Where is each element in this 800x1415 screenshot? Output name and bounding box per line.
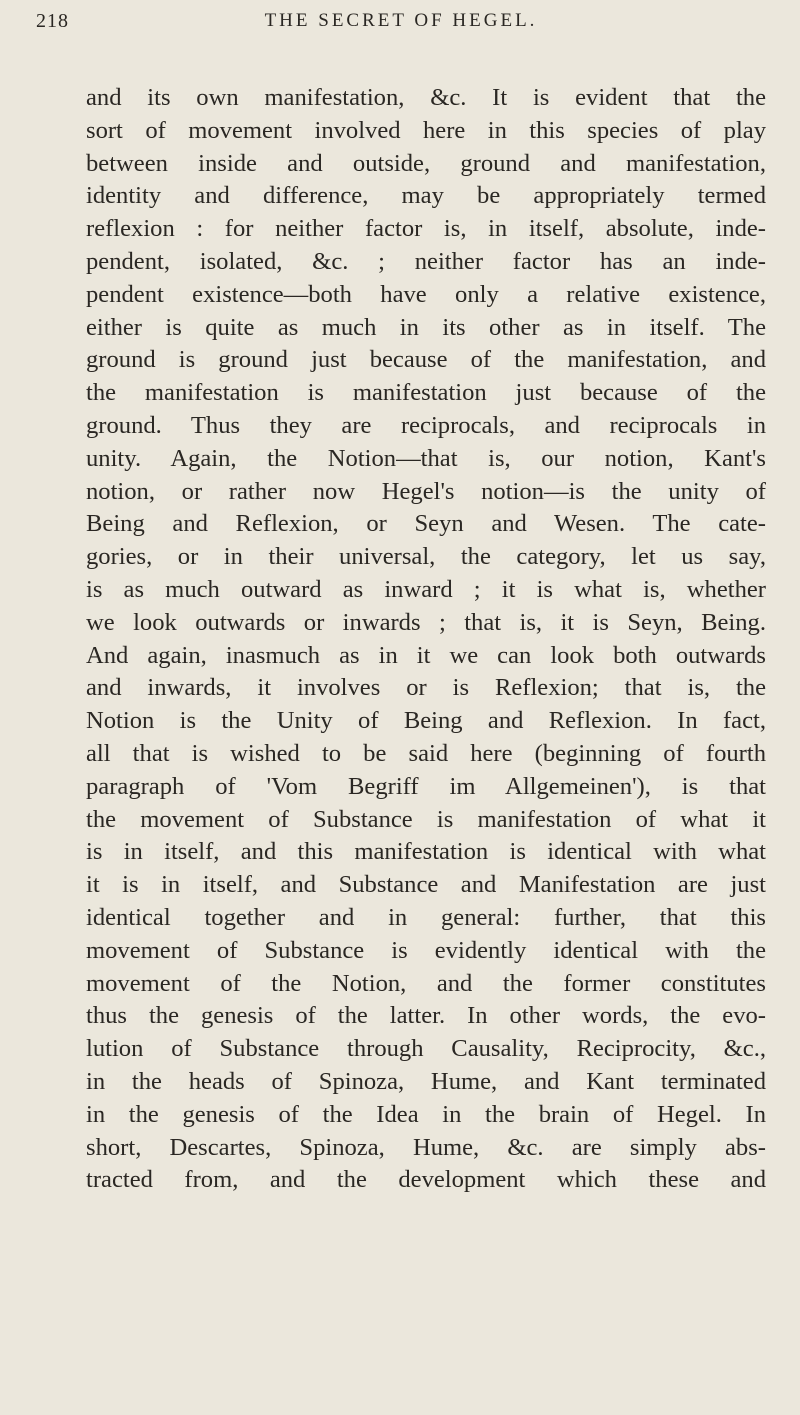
text-line: Notion is the Unity of Being and Reflexion. In fact, [86,707,766,735]
text-line: is as much outward as inward ; it is what is, whether [86,575,766,603]
text-line: in the genesis of the Idea in the brain of Hegel. In [86,1100,766,1128]
text-line: is in itself, and this manifestation is identical with what [86,838,766,866]
text-line: ground is ground just because of the manifestation, and [86,346,766,374]
text-line: movement of Substance is evidently identical with the [86,936,766,964]
text-line: identical together and in general: further, that this [86,903,766,931]
text-line: in the heads of Spinoza, Hume, and Kant terminated [86,1067,766,1095]
text-line: the manifestation is manifestation just because of the [86,379,766,407]
text-line: gories, or in their universal, the category, let us say, [86,543,766,571]
text-line: paragraph of 'Vom Begriff im Allgemeinen'), is that [86,772,766,800]
text-line: between inside and outside, ground and manifestation, [86,149,766,177]
text-line: movement of the Notion, and the former constitutes [86,969,766,997]
text-line: And again, inasmuch as in it we can look both outwards [86,641,766,669]
text-line: unity. Again, the Notion—that is, our notion, Kant's [86,444,766,472]
running-title: THE SECRET OF HEGEL. [264,10,538,31]
text-line: pendent, isolated, &c. ; neither factor has an inde- [86,247,766,275]
text-line: thus the genesis of the latter. In other words, the evo- [86,1002,766,1030]
text-line: the movement of Substance is manifestation of what it [86,805,766,833]
text-line: all that is wished to be said here (beginning of fourth [86,739,766,767]
text-line: and its own manifestation, &c. It is evident that the [86,84,766,111]
text-line: ground. Thus they are reciprocals, and reciprocals in [86,411,766,439]
text-line: we look outwards or inwards ; that is, it is Seyn, Being. [86,608,766,636]
text-line: Being and Reflexion, or Seyn and Wesen. The cate- [86,510,766,538]
text-line: sort of movement involved here in this species of play [86,116,766,144]
text-line: tracted from, and the development which these and [86,1166,766,1194]
text-line: identity and difference, may be appropriately termed [86,182,766,210]
body-text [86,82,766,1197]
text-line: lution of Substance through Causality, Reciprocity, &c., [86,1035,766,1063]
text-line: and inwards, it involves or is Reflexion; that is, the [86,674,766,702]
text-line: either is quite as much in its other as in itself. The [86,313,766,341]
running-head [36,8,766,34]
text-line: it is in itself, and Substance and Manifestation are just [86,871,766,899]
text-line: short, Descartes, Spinoza, Hume, &c. are simply abs- [86,1133,766,1161]
text-line: reflexion : for neither factor is, in itself, absolute, inde- [86,215,766,243]
text-line: notion, or rather now Hegel's notion—is the unity of [86,477,766,505]
text-line: pendent existence—both have only a relative existence, [86,280,766,308]
page-number: 218 [36,10,69,32]
